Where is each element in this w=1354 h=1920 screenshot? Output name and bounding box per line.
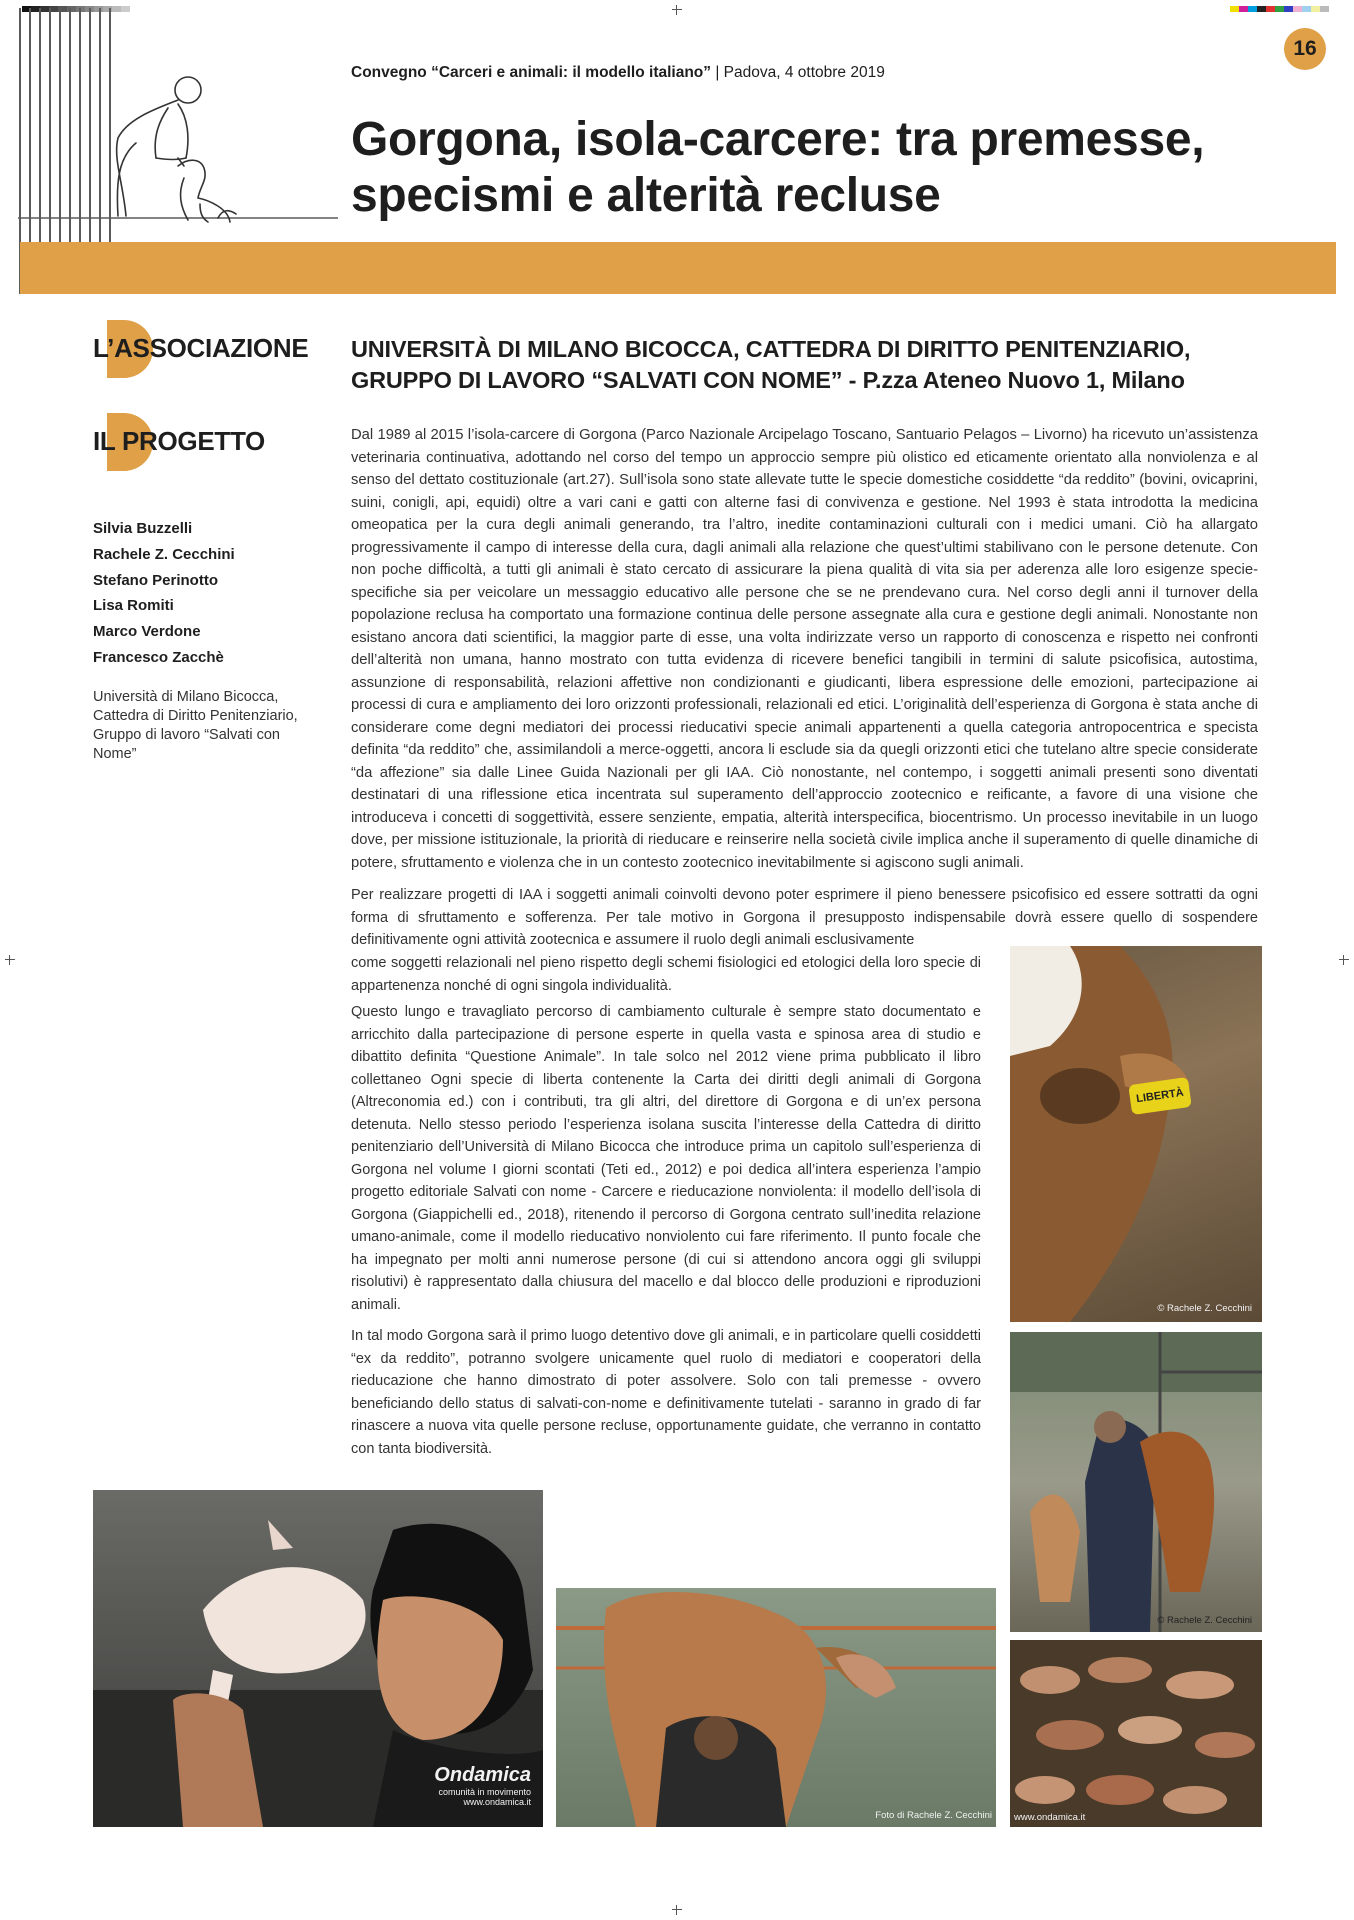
ear-tag: LIBERTÀ: [1128, 1077, 1192, 1115]
organization-title: [351, 334, 1291, 396]
organization-line-1: UNIVERSITÀ DI MILANO BICOCCA, CATTEDRA DI DIRITTO PENITENZIARIO,: [351, 336, 1191, 362]
color-bar: [1230, 6, 1329, 12]
ondamica-logo: [434, 1764, 531, 1807]
authors-list: [93, 516, 235, 671]
author-name: Francesco Zacchè: [93, 648, 224, 666]
man-calf-drawing: [1010, 1332, 1262, 1632]
event-title: Convegno “Carceri e animali: il modello italiano”: [351, 64, 712, 81]
registration-mark-left: [5, 955, 15, 965]
photo-credit: © Rachele Z. Cecchini: [1157, 1303, 1252, 1314]
calf-photo: [1010, 946, 1262, 1322]
brand-name: Ondamica: [434, 1764, 531, 1786]
event-details: | Padova, 4 ottobre 2019: [711, 64, 885, 81]
photo-credit: Foto di Rachele Z. Cecchini: [875, 1810, 992, 1821]
page-number-badge: 16: [1284, 28, 1326, 70]
brand-url: www.ondamica.it: [463, 1797, 531, 1807]
paragraph-4: In tal modo Gorgona sarà il primo luogo detentivo dove gli animali, e in particolare quelli cosiddetti “ex da reddito”, potranno svolgere unicamente quel ruolo di mediatori e cooperatori della rieducazione che hanno dimostrato di poter assolvere. Solo con tali premesse - ovvero beneficiando dello status di salvati-con-nome e definitivamente tutelati - saranno in grado di far rinascere a nuova vita quelle persone recluse, opportunamente guidate, che verranno in contatto con tanta biodiversità.: [351, 1328, 981, 1457]
paragraph-2b: come soggetti relazionali nel pieno rispetto degli schemi fisiologici ed etologici della loro specie di appartenenza nonché di ogni singola individualità.: [351, 955, 981, 994]
photo-credit: www.ondamica.it: [1014, 1812, 1086, 1823]
brand-tagline: comunità in movimento: [438, 1787, 531, 1797]
registration-mark-bottom: [672, 1905, 682, 1915]
author-name: Silvia Buzzelli: [93, 520, 193, 537]
man-calf-photo: [1010, 1332, 1262, 1632]
author-name: Lisa Romiti: [93, 597, 174, 615]
paragraph-1: Dal 1989 al 2015 l’isola-carcere di Gorgona (Parco Nazionale Arcipelago Toscano, Santuario Pelagos – Livorno) ha ricevuto un’assistenza veterinaria continuativa, adottando nel corso del tempo un approccio sempre più olistico ed eticamente orientato alla nonviolenza e al senso del dettato costituzionale (art.27). Sull’isola sono state allevate tutte le specie domestiche cosiddette “da reddito” (bovini, ovicaprini, suini, conigli, api, equidi) oltre a vari cani e gatti con alterne fasi di convivenza e gestione. Nel 1993 è stata introdotta la medicina omeopatica per la cura degli animali generando, tra l’altro, inedite contaminazioni culturali con i medici umani. Ciò ha allargato progressivamente il campo di interesse della cura, dagli animali alla relazione che quest’ultimi stabilivano con le persone detenute. Con non poche difficoltà, a tutti gli animali è stato cercato di assicurare la piena qualità di vita sia per aderenza alle loro esigenze specie-specifiche sia per veicolare un messaggio educativo alle persone che se ne prendevano cura. Nel corso degli anni il turnover della popolazione reclusa ha comportato una formazione continua delle persone assegnate alla cura e gestione degli animali. Nonostante non esistano ancora dati scientifici, la maggior parte di esse, una volta indirizzate verso un rapporto di conoscenza e rispetto nei confronti dell’alterità non umana, hanno mostrato con tutta evidenza di ricevere benefici tangibili in termini di salute psicofisica, autostima, assunzione di responsabilità, relazioni affettive non condizionanti e giudicanti, libera espressione delle emozioni, partecipazione ai processi di cura e ampliamento dei loro orizzonti professionali, relazionali ed etici. L’originalità dell’esperienza di Gorgona è stata anche di considerare come degni mediatori dei processi rieducativi specie animali appartenenti a quella categoria antropocentrica e specista definita “da reddito” che, assimilandoli a merce-oggetti, ancora li esclude sia da quegli orizzonti etici che tutelano altre specie considerate “da affezione” sia dalle Linee Guida Nazionali per gli IAA. Ciò nonostante, nel contempo, i soggetti animali presenti sono diventati destinatari di una riflessione etica incentrata sul superamento dell’approccio zootecnico e reificante, a favore di una visione che introduceva i concetti di soggettività, essere senziente, empatia, alterità interspecifica, biocentrismo. Un processo inevitabile in un luogo dove, per missione istituzionale, la priorità di rieducare e reinserire nella società civile implica anche il superamento di quelle dinamiche di potere, sfruttamento e violenza che in un contesto zootecnico inevitabilmente si agiscono sugli animali.: [351, 427, 1258, 871]
registration-mark-right: [1339, 955, 1349, 965]
piglets-photo: [1010, 1640, 1262, 1827]
piglet-man-photo: [93, 1490, 543, 1827]
title-line-2: specismi e alterità recluse: [351, 169, 941, 222]
paragraph-2a: Per realizzare progetti di IAA i soggetti animali coinvolti devono poter esprimere il pieno benessere psicofisico ed essere sottratti da ogni forma di sfruttamento e sofferenza. Per tale motivo in Gorgona il presupposto indispensabile dovrà essere quello di sospendere definitivamente ogni attività zootecnica e assumere il ruolo degli animali esclusivamente: [351, 887, 1258, 948]
organization-line-2: GRUPPO DI LAVORO “SALVATI CON NOME” - P.zza Ateneo Nuovo 1, Milano: [351, 367, 1185, 393]
header-accent-band: [20, 242, 1336, 294]
calf-hug-drawing: [556, 1588, 996, 1827]
author-name: Marco Verdone: [93, 623, 201, 641]
title-line-1: Gorgona, isola-carcere: tra premesse,: [351, 113, 1205, 166]
author-name: Stefano Perinotto: [93, 571, 219, 589]
photo-credit: © Rachele Z. Cecchini: [1157, 1615, 1252, 1626]
affiliation-text: Università di Milano Bicocca, Cattedra di Diritto Penitenziario, Gruppo di lavoro “Salvati con Nome”: [93, 689, 298, 762]
piglets-drawing: [1010, 1640, 1262, 1827]
author-name: Rachele Z. Cecchini: [93, 545, 235, 563]
calf-drawing: [1010, 946, 1262, 1322]
page-title: [351, 112, 1281, 224]
event-line: [351, 64, 885, 82]
registration-mark-top: [672, 5, 682, 15]
project-heading: IL PROGETTO: [93, 426, 265, 457]
paragraph-3: Questo lungo e travagliato percorso di cambiamento culturale è sempre stato documentato e arricchito dalla partecipazione di persone esperte in quella vasta e spinosa area di studio e dibattito definita “Questione Animale”. In tale solco nel 2012 viene prima pubblicato il libro collettaneo Ogni specie di liberta contenente la Carta dei diritti degli animali di Gorgona (Altreconomia ed.) con i contributi, tra gli altri, del direttore di Gorgona e di un’ex persona detenuta. Nello stesso periodo l’esperienza isolana suscita l’interesse della Cattedra di diritto penitenziario dell’Università di Milano Bicocca che introduce prima un capitolo sull’esperienza di Gorgona nel volume I giorni scontati (Teti ed., 2012) e poi dedica all’intera esperienza l’ampio progetto editoriale Salvati con nome - Carcere e rieducazione nonviolenta: il modello dell’isola di Gorgona (Giappichelli ed., 2018), ritenendo il percorso di Gorgona centrato sull’inedita relazione umano-animale, come il modello rieducativo nonviolento cui fare riferimento. Il punto focale che ha impegnato per molti anni numerose persone (di cui si attendono ancora oggi gli sviluppi risolutivi) è rappresentato dalla chiusura del macello e dal blocco delle produzioni e riproduzioni animali.: [351, 1004, 981, 1313]
association-heading: L’ASSOCIAZIONE: [93, 333, 308, 364]
calf-hug-photo: [556, 1588, 996, 1827]
